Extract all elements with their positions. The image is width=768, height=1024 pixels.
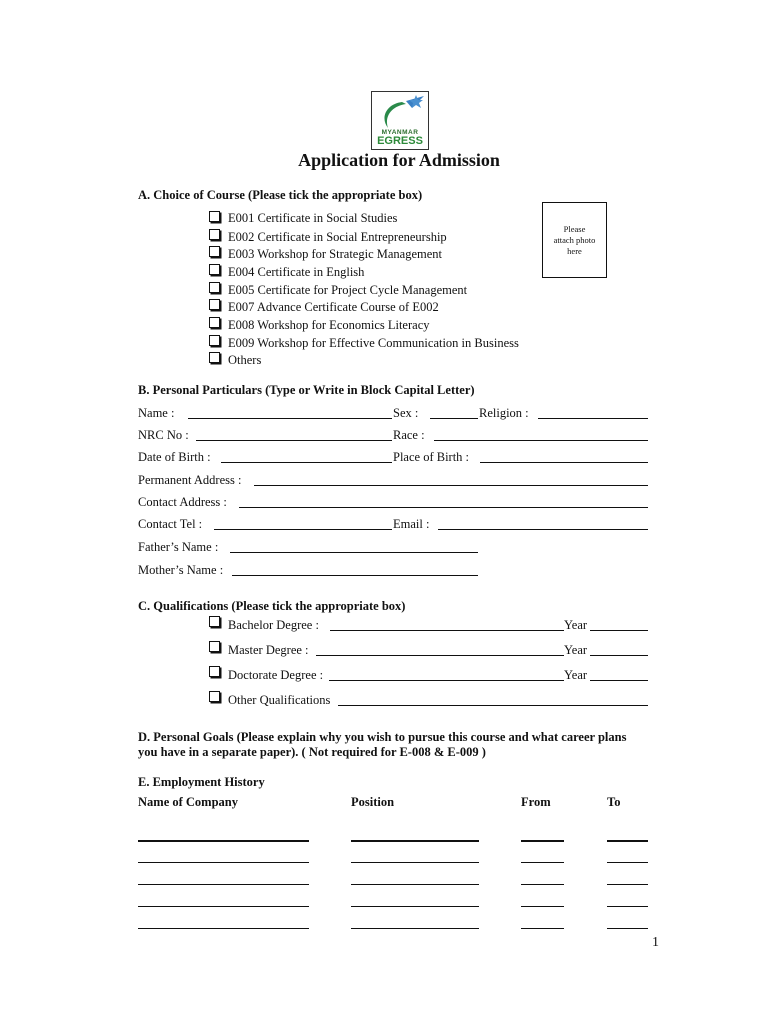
logo-text-bottom: EGRESS (377, 135, 423, 147)
from-field[interactable] (521, 862, 564, 863)
religion-label: Religion : (479, 406, 529, 420)
religion-field[interactable] (538, 418, 648, 419)
sex-field[interactable] (430, 418, 478, 419)
position-field[interactable] (351, 862, 479, 863)
section-d-line-1: D. Personal Goals (Please explain why you wish to pursue this course and what career plans (138, 730, 627, 744)
bachelor-label: Bachelor Degree : (228, 618, 319, 632)
race-field[interactable] (434, 440, 648, 441)
master-label: Master Degree : (228, 643, 309, 657)
position-field[interactable] (351, 884, 479, 885)
course-label-e002: E002 Certificate in Social Entrepreneurship (228, 230, 447, 244)
other-qualifications-field[interactable] (338, 705, 648, 706)
contact-address-label: Contact Address : (138, 495, 227, 509)
other-qualifications-label: Other Qualifications (228, 693, 331, 707)
position-field[interactable] (351, 840, 479, 842)
course-label-e008: E008 Workshop for Economics Literacy (228, 318, 430, 332)
from-field[interactable] (521, 840, 564, 842)
bachelor-year-field[interactable] (590, 630, 648, 631)
pob-label: Place of Birth : (393, 450, 470, 464)
position-field[interactable] (351, 906, 479, 907)
column-header-to: To (607, 795, 621, 809)
company-field[interactable] (138, 928, 309, 929)
course-checkbox-e008[interactable] (209, 317, 220, 328)
position-field[interactable] (351, 928, 479, 929)
course-checkbox-e001[interactable] (209, 211, 220, 222)
dob-field[interactable] (221, 462, 392, 463)
photo-attach-label: Please attach photo here (553, 223, 596, 256)
column-header-position: Position (351, 795, 395, 809)
section-a-heading: A. Choice of Course (Please tick the appropriate box) (138, 188, 423, 202)
course-label-e009: E009 Workshop for Effective Communication in Business (228, 336, 519, 350)
course-label-e003: E003 Workshop for Strategic Management (228, 247, 442, 261)
company-field[interactable] (138, 840, 309, 842)
doctorate-year-label: Year (564, 668, 588, 682)
photo-attach-box (542, 202, 607, 278)
from-field[interactable] (521, 928, 564, 929)
bachelor-checkbox[interactable] (209, 616, 220, 627)
to-field[interactable] (607, 884, 648, 885)
doctorate-label: Doctorate Degree : (228, 668, 324, 682)
page-number: 1 (652, 935, 659, 950)
doctorate-checkbox[interactable] (209, 666, 220, 677)
course-label-e004: E004 Certificate in English (228, 265, 365, 279)
to-field[interactable] (607, 862, 648, 863)
myanmar-egress-logo (371, 91, 429, 150)
pob-field[interactable] (480, 462, 648, 463)
father-name-field[interactable] (230, 552, 478, 553)
section-c-heading: C. Qualifications (Please tick the appropriate box) (138, 599, 406, 613)
sex-label: Sex : (393, 406, 419, 420)
mother-name-label: Mother’s Name : (138, 563, 224, 577)
permanent-address-field[interactable] (254, 485, 648, 486)
company-field[interactable] (138, 862, 309, 863)
section-d-line-2: you have in a separate paper). ( Not required for E-008 & E-009 ) (138, 745, 486, 759)
nrc-field[interactable] (196, 440, 392, 441)
master-field[interactable] (316, 655, 564, 656)
course-label-e001: E001 Certificate in Social Studies (228, 211, 398, 225)
course-checkbox-e004[interactable] (209, 264, 220, 275)
logo-text-top: MYANMAR (381, 129, 419, 136)
to-field[interactable] (607, 928, 648, 929)
nrc-label: NRC No : (138, 428, 189, 442)
master-year-label: Year (564, 643, 588, 657)
course-checkbox-e005[interactable] (209, 282, 220, 293)
permanent-address-label: Permanent Address : (138, 473, 242, 487)
course-checkbox-e009[interactable] (209, 335, 220, 346)
from-field[interactable] (521, 884, 564, 885)
master-year-field[interactable] (590, 655, 648, 656)
email-label: Email : (393, 517, 430, 531)
master-checkbox[interactable] (209, 641, 220, 652)
course-checkbox-e007[interactable] (209, 299, 220, 310)
email-field[interactable] (438, 529, 648, 530)
dob-label: Date of Birth : (138, 450, 211, 464)
bachelor-year-label: Year (564, 618, 588, 632)
course-checkbox-e002[interactable] (209, 229, 220, 240)
course-label-others: Others (228, 353, 262, 367)
father-name-label: Father’s Name : (138, 540, 219, 554)
company-field[interactable] (138, 906, 309, 907)
course-checkbox-others[interactable] (209, 352, 220, 363)
contact-address-field[interactable] (239, 507, 648, 508)
mother-name-field[interactable] (232, 575, 478, 576)
to-field[interactable] (607, 906, 648, 907)
section-e-heading: E. Employment History (138, 775, 265, 789)
column-header-from: From (521, 795, 551, 809)
name-field[interactable] (188, 418, 392, 419)
section-b-heading: B. Personal Particulars (Type or Write in Block Capital Letter) (138, 383, 475, 397)
doctorate-year-field[interactable] (590, 680, 648, 681)
doctorate-field[interactable] (329, 680, 564, 681)
company-field[interactable] (138, 884, 309, 885)
page-title: Application for Admission (298, 150, 500, 170)
contact-tel-label: Contact Tel : (138, 517, 203, 531)
to-field[interactable] (607, 840, 648, 842)
column-header-company: Name of Company (138, 795, 238, 809)
course-checkbox-e003[interactable] (209, 246, 220, 257)
race-label: Race : (393, 428, 425, 442)
bachelor-field[interactable] (330, 630, 564, 631)
course-label-e007: E007 Advance Certificate Course of E002 (228, 300, 439, 314)
contact-tel-field[interactable] (214, 529, 392, 530)
from-field[interactable] (521, 906, 564, 907)
course-label-e005: E005 Certificate for Project Cycle Management (228, 283, 468, 297)
other-qualifications-checkbox[interactable] (209, 691, 220, 702)
name-label: Name : (138, 406, 175, 420)
